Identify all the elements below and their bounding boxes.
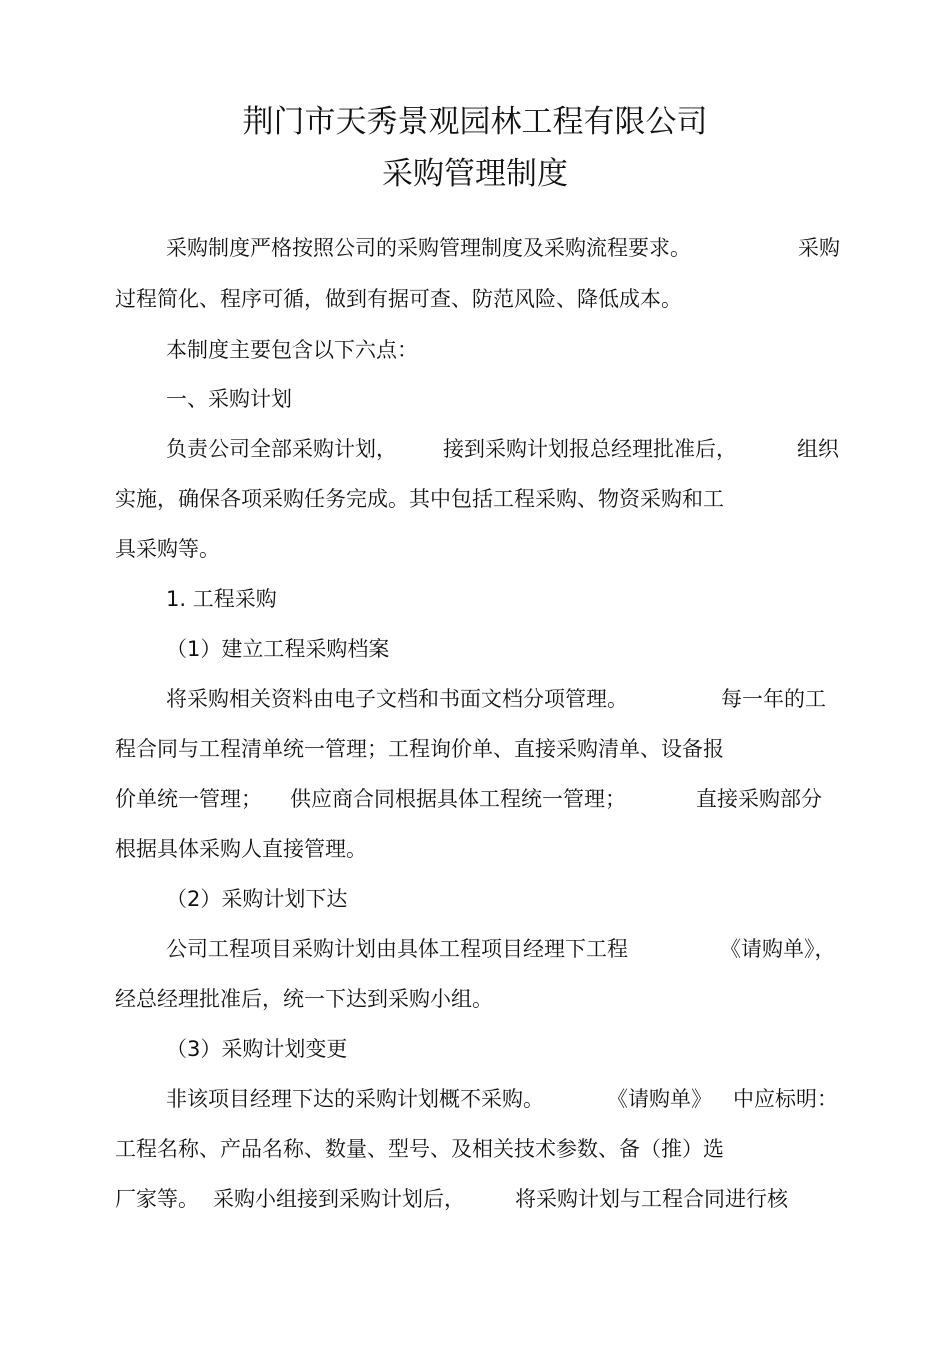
paragraph-line: 根据具体采购人直接管理。 — [115, 837, 367, 861]
paragraph-line: 具采购等。 — [115, 537, 220, 561]
paragraph-line: 组织 — [797, 437, 839, 461]
paragraph-line: 实施，确保各项采购任务完成。其中包括工程采购、物资采购和工 — [115, 487, 724, 511]
paragraph-line: 采购制度严格按照公司的采购管理制度及采购流程要求。 — [166, 236, 691, 260]
paragraph-line: 工程名称、产品名称、数量、型号、及相关技术参数、备（推）选 — [115, 1137, 724, 1161]
paragraph-line: 采购小组接到采购计划后， — [213, 1187, 465, 1211]
subsection-heading: （1）建立工程采购档案 — [166, 637, 390, 661]
paragraph-line: 供应商合同根据具体工程统一管理； — [290, 787, 626, 811]
paragraph-line: 价单统一管理； — [115, 787, 262, 811]
company-title: 荆门市天秀景观园林工程有限公司 — [242, 104, 708, 140]
document-title: 采购管理制度 — [382, 156, 568, 192]
paragraph-line: 《请购单》， — [720, 937, 836, 961]
paragraph-line: 过程简化、程序可循，做到有据可查、防范风险、降低成本。 — [115, 287, 682, 311]
paragraph-line: 将采购计划与工程合同进行核 — [515, 1187, 788, 1211]
paragraph-line: 本制度主要包含以下六点： — [166, 338, 418, 362]
subsection-heading: （3）采购计划变更 — [166, 1037, 348, 1061]
paragraph-line: 中应标明： — [733, 1087, 838, 1111]
paragraph-line: 接到采购计划报总经理批准后， — [443, 437, 737, 461]
paragraph-line: 每一年的工 — [721, 687, 826, 711]
paragraph-line: 直接采购部分 — [696, 787, 822, 811]
paragraph-line: 将采购相关资料由电子文档和书面文档分项管理。 — [166, 687, 628, 711]
subsection-heading: 1. 工程采购 — [166, 587, 277, 611]
subsection-heading: （2）采购计划下达 — [166, 887, 348, 911]
paragraph-line: 采购 — [798, 236, 840, 260]
paragraph-line: 程合同与工程清单统一管理；工程询价单、直接采购清单、设备报 — [115, 737, 724, 761]
paragraph-line: 非该项目经理下达的采购计划概不采购。 — [166, 1087, 544, 1111]
section-heading: 一、采购计划 — [166, 387, 292, 411]
paragraph-line: 负责公司全部采购计划， — [166, 437, 397, 461]
paragraph-line: 《请购单》 — [607, 1087, 712, 1111]
paragraph-line: 公司工程项目采购计划由具体工程项目经理下工程 — [166, 937, 628, 961]
paragraph-line: 经总经理批准后，统一下达到采购小组。 — [115, 987, 493, 1011]
paragraph-line: 厂家等。 — [115, 1187, 199, 1211]
